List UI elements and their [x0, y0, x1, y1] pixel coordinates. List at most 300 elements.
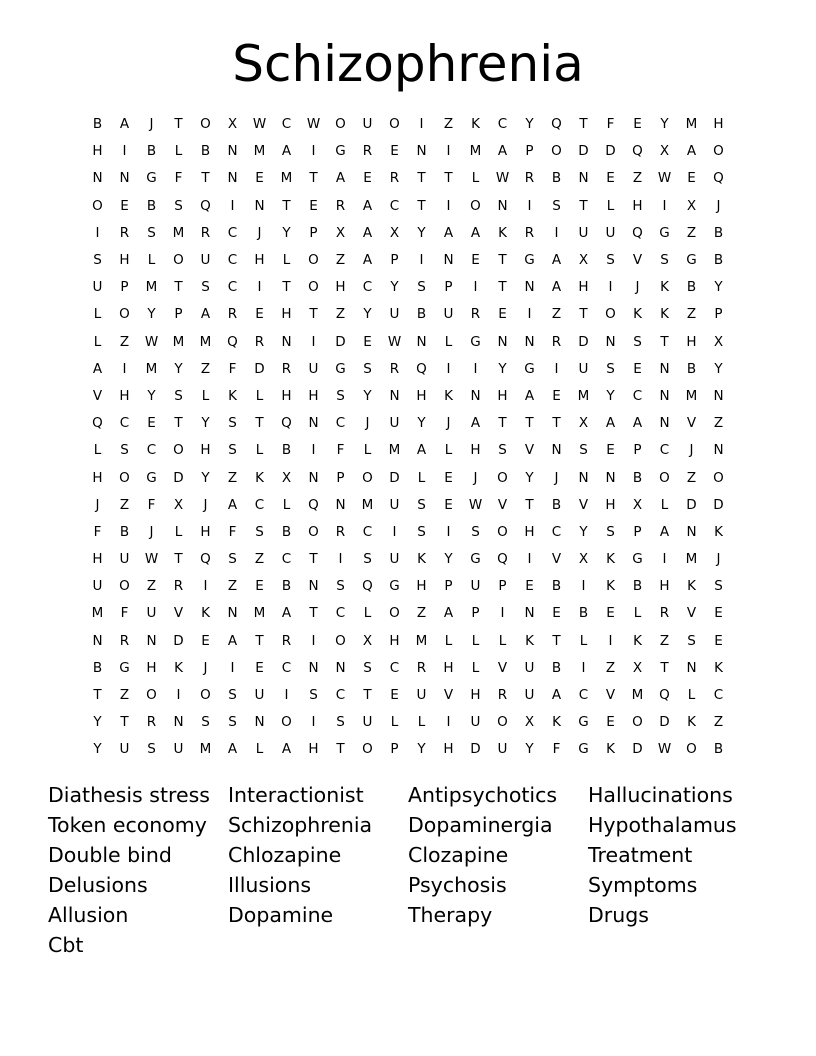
grid-letter: E: [390, 687, 399, 704]
grid-letter: N: [308, 415, 319, 432]
grid-letter: S: [498, 442, 507, 459]
grid-letter: Q: [92, 415, 103, 432]
grid-letter: B: [281, 523, 292, 540]
grid-letter: D: [659, 714, 670, 731]
grid-letter: J: [149, 523, 154, 540]
grid-letter: X: [173, 496, 184, 513]
grid-letter: F: [120, 605, 129, 622]
grid-letter: K: [660, 306, 669, 323]
grid-letter: I: [554, 224, 559, 241]
grid-letter: V: [524, 442, 535, 459]
grid-letter: C: [659, 442, 670, 459]
grid-letter: T: [309, 551, 318, 568]
grid-letter: L: [174, 523, 183, 540]
word-list-item: Treatment: [588, 843, 693, 867]
grid-row: [84, 138, 732, 165]
grid-letter: N: [659, 387, 670, 404]
grid-letter: S: [606, 523, 615, 540]
grid-letter: I: [419, 252, 424, 269]
word-list: [48, 780, 768, 960]
grid-letter: E: [606, 170, 615, 187]
grid-letter: Z: [443, 116, 454, 133]
grid-letter: H: [470, 442, 481, 459]
grid-letter: G: [335, 360, 346, 377]
grid-letter: X: [362, 632, 373, 649]
grid-letter: U: [146, 605, 157, 622]
grid-letter: N: [497, 333, 508, 350]
grid-letter: L: [255, 387, 264, 404]
word-list-item: Schizophrenia: [228, 813, 373, 837]
grid-letter: I: [311, 442, 316, 459]
grid-letter: I: [554, 360, 559, 377]
grid-letter: T: [309, 306, 318, 323]
grid-letter: S: [228, 551, 237, 568]
grid-letter: E: [255, 659, 264, 676]
grid-letter: R: [254, 333, 265, 350]
grid-letter: T: [336, 741, 345, 758]
word-list-item: Chlozapine: [228, 843, 342, 867]
grid-letter: F: [336, 442, 345, 459]
grid-letter: T: [579, 197, 588, 214]
grid-letter: T: [201, 170, 210, 187]
grid-letter: Z: [227, 469, 238, 486]
grid-letter: M: [253, 143, 266, 160]
grid-letter: V: [551, 551, 562, 568]
grid-letter: Y: [714, 279, 723, 296]
grid-row: [84, 383, 732, 410]
grid-letter: S: [606, 360, 615, 377]
grid-letter: L: [282, 252, 291, 269]
grid-letter: B: [686, 279, 697, 296]
grid-letter: M: [172, 333, 185, 350]
grid-letter: E: [309, 197, 318, 214]
grid-letter: A: [200, 306, 211, 323]
grid-letter: U: [308, 360, 319, 377]
grid-letter: Z: [335, 306, 346, 323]
grid-letter: K: [228, 387, 237, 404]
grid-letter: N: [497, 197, 508, 214]
grid-letter: H: [335, 279, 346, 296]
grid-letter: P: [633, 442, 642, 459]
grid-letter: L: [93, 306, 102, 323]
grid-letter: K: [687, 578, 696, 595]
grid-letter: A: [227, 496, 238, 513]
grid-letter: N: [119, 170, 130, 187]
grid-letter: N: [578, 170, 589, 187]
grid-letter: O: [659, 469, 670, 486]
word-list-item: Double bind: [48, 843, 172, 867]
grid-letter: B: [632, 469, 643, 486]
grid-letter: A: [227, 741, 238, 758]
grid-letter: Y: [525, 116, 534, 133]
grid-row: [84, 546, 732, 573]
grid-letter: A: [119, 116, 130, 133]
grid-letter: I: [527, 306, 532, 323]
grid-letter: N: [713, 442, 724, 459]
grid-letter: E: [633, 116, 642, 133]
grid-letter: T: [174, 116, 183, 133]
grid-letter: Y: [525, 741, 534, 758]
grid-letter: B: [578, 605, 589, 622]
grid-letter: L: [174, 143, 183, 160]
grid-letter: R: [335, 523, 346, 540]
grid-letter: P: [390, 252, 399, 269]
grid-letter: N: [173, 714, 184, 731]
grid-letter: B: [92, 659, 103, 676]
word-list-item: Delusions: [48, 873, 148, 897]
grid-letter: N: [308, 659, 319, 676]
grid-letter: J: [203, 659, 208, 676]
grid-letter: O: [551, 143, 562, 160]
grid-letter: H: [632, 197, 643, 214]
grid-letter: M: [199, 741, 212, 758]
grid-letter: H: [92, 469, 103, 486]
grid-letter: E: [255, 578, 264, 595]
grid-letter: M: [253, 605, 266, 622]
grid-letter: C: [335, 605, 346, 622]
grid-letter: B: [119, 523, 130, 540]
grid-letter: N: [443, 252, 454, 269]
grid-letter: Q: [551, 116, 562, 133]
grid-letter: O: [605, 306, 616, 323]
grid-letter: N: [578, 469, 589, 486]
grid-letter: V: [632, 252, 643, 269]
grid-letter: C: [281, 551, 292, 568]
grid-letter: O: [173, 252, 184, 269]
grid-letter: U: [362, 116, 373, 133]
grid-letter: H: [713, 116, 724, 133]
grid-letter: R: [389, 170, 400, 187]
grid-letter: F: [174, 170, 183, 187]
grid-letter: T: [174, 551, 183, 568]
grid-letter: N: [470, 387, 481, 404]
grid-letter: T: [174, 415, 183, 432]
grid-letter: I: [608, 279, 613, 296]
grid-letter: Y: [525, 469, 534, 486]
grid-letter: M: [631, 687, 644, 704]
grid-letter: H: [92, 551, 103, 568]
grid-letter: A: [605, 415, 616, 432]
grid-letter: I: [446, 523, 451, 540]
grid-letter: K: [174, 659, 183, 676]
grid-letter: J: [365, 415, 370, 432]
grid-letter: Q: [362, 578, 373, 595]
grid-letter: Z: [713, 714, 724, 731]
grid-letter: C: [497, 116, 508, 133]
grid-letter: Q: [308, 496, 319, 513]
grid-letter: B: [281, 578, 292, 595]
grid-letter: G: [686, 252, 697, 269]
grid-letter: X: [713, 333, 724, 350]
grid-letter: D: [335, 333, 346, 350]
grid-letter: V: [497, 659, 508, 676]
word-list-item: Antipsychotics: [408, 783, 558, 807]
grid-letter: A: [686, 143, 697, 160]
grid-letter: Y: [417, 224, 426, 241]
grid-letter: X: [632, 659, 643, 676]
grid-letter: S: [417, 523, 426, 540]
grid-letter: Z: [686, 224, 697, 241]
grid-letter: R: [281, 360, 292, 377]
grid-letter: Q: [632, 143, 643, 160]
grid-letter: Z: [119, 687, 130, 704]
grid-letter: H: [497, 387, 508, 404]
grid-row: [84, 410, 732, 437]
grid-letter: Y: [201, 469, 210, 486]
grid-letter: X: [578, 551, 589, 568]
grid-letter: J: [473, 469, 478, 486]
grid-letter: K: [714, 659, 723, 676]
grid-letter: I: [284, 687, 289, 704]
grid-letter: F: [147, 496, 156, 513]
grid-letter: E: [201, 632, 210, 649]
grid-letter: A: [416, 442, 427, 459]
grid-letter: G: [659, 224, 670, 241]
grid-letter: A: [551, 687, 562, 704]
grid-letter: Z: [713, 415, 724, 432]
grid-letter: C: [713, 687, 724, 704]
grid-row: [84, 111, 732, 138]
grid-letter: Z: [605, 659, 616, 676]
grid-letter: R: [119, 224, 130, 241]
grid-letter: I: [446, 197, 451, 214]
grid-letter: H: [92, 143, 103, 160]
grid-letter: A: [497, 143, 508, 160]
grid-letter: R: [227, 306, 238, 323]
grid-letter: U: [524, 659, 535, 676]
grid-letter: Z: [200, 360, 211, 377]
grid-letter: O: [173, 442, 184, 459]
grid-letter: C: [578, 687, 589, 704]
grid-letter: L: [444, 632, 453, 649]
word-list-item: Symptoms: [588, 873, 698, 897]
grid-letter: E: [363, 333, 372, 350]
grid-letter: D: [470, 741, 481, 758]
grid-letter: Y: [417, 741, 426, 758]
grid-letter: V: [443, 687, 454, 704]
grid-row: [84, 492, 732, 519]
grid-letter: J: [635, 279, 640, 296]
grid-letter: I: [473, 360, 478, 377]
grid-letter: B: [551, 496, 562, 513]
grid-letter: T: [660, 333, 669, 350]
grid-letter: T: [282, 279, 291, 296]
grid-letter: V: [686, 415, 697, 432]
grid-letter: U: [389, 551, 400, 568]
word-list-item: Allusion: [48, 903, 129, 927]
grid-letter: S: [633, 333, 642, 350]
grid-letter: X: [632, 496, 643, 513]
grid-letter: S: [417, 496, 426, 513]
grid-letter: R: [389, 360, 400, 377]
grid-letter: N: [416, 333, 427, 350]
grid-letter: C: [254, 496, 265, 513]
grid-letter: S: [363, 659, 372, 676]
grid-letter: F: [228, 523, 237, 540]
grid-letter: J: [554, 469, 559, 486]
grid-row: [84, 736, 732, 763]
grid-letter: U: [524, 687, 535, 704]
grid-letter: Y: [363, 387, 372, 404]
grid-letter: K: [606, 551, 615, 568]
grid-letter: Q: [713, 170, 724, 187]
grid-letter: L: [633, 605, 642, 622]
grid-letter: U: [119, 551, 130, 568]
grid-letter: Z: [632, 170, 643, 187]
grid-letter: J: [95, 496, 100, 513]
grid-letter: N: [335, 659, 346, 676]
grid-letter: N: [254, 197, 265, 214]
grid-letter: A: [470, 224, 481, 241]
grid-letter: K: [687, 714, 696, 731]
grid-letter: N: [146, 632, 157, 649]
grid-letter: W: [144, 333, 159, 350]
grid-letter: C: [119, 415, 130, 432]
grid-letter: S: [714, 578, 723, 595]
grid-letter: F: [552, 741, 561, 758]
grid-letter: M: [469, 143, 482, 160]
grid-letter: O: [389, 116, 400, 133]
grid-letter: P: [471, 605, 480, 622]
grid-letter: B: [551, 659, 562, 676]
grid-letter: E: [444, 469, 453, 486]
grid-letter: Y: [444, 551, 453, 568]
grid-letter: A: [227, 632, 238, 649]
grid-letter: E: [255, 170, 264, 187]
grid-letter: J: [716, 551, 721, 568]
grid-letter: P: [174, 306, 183, 323]
grid-letter: J: [446, 415, 451, 432]
grid-letter: H: [389, 632, 400, 649]
grid-letter: K: [633, 306, 642, 323]
grid-letter: S: [579, 442, 588, 459]
grid-letter: O: [497, 469, 508, 486]
grid-letter: M: [199, 333, 212, 350]
grid-letter: K: [552, 714, 561, 731]
grid-letter: E: [444, 496, 453, 513]
grid-letter: X: [281, 469, 292, 486]
grid-letter: C: [389, 659, 400, 676]
grid-letter: F: [93, 523, 102, 540]
grid-letter: U: [497, 741, 508, 758]
grid-letter: O: [308, 252, 319, 269]
grid-letter: E: [498, 306, 507, 323]
grid-letter: S: [363, 551, 372, 568]
grid-letter: T: [309, 170, 318, 187]
grid-letter: A: [470, 415, 481, 432]
grid-row: [84, 682, 732, 709]
grid-letter: I: [338, 551, 343, 568]
grid-letter: H: [524, 523, 535, 540]
grid-letter: G: [524, 252, 535, 269]
grid-letter: Y: [282, 224, 291, 241]
grid-letter: R: [524, 224, 535, 241]
grid-letter: D: [686, 496, 697, 513]
grid-letter: Y: [93, 714, 102, 731]
grid-letter: I: [608, 632, 613, 649]
grid-letter: L: [147, 252, 156, 269]
grid-letter: S: [147, 741, 156, 758]
grid-letter: T: [525, 496, 534, 513]
grid-letter: N: [92, 170, 103, 187]
grid-letter: E: [147, 415, 156, 432]
grid-letter: M: [280, 170, 293, 187]
grid-letter: N: [308, 469, 319, 486]
grid-letter: N: [416, 143, 427, 160]
grid-letter: X: [578, 252, 589, 269]
grid-letter: T: [498, 279, 507, 296]
grid-letter: Q: [632, 224, 643, 241]
grid-letter: O: [146, 687, 157, 704]
grid-letter: L: [660, 496, 669, 513]
grid-letter: R: [659, 605, 670, 622]
grid-letter: E: [606, 714, 615, 731]
grid-letter: U: [389, 415, 400, 432]
grid-letter: O: [713, 469, 724, 486]
letter-grid: [84, 111, 732, 764]
grid-letter: P: [336, 469, 345, 486]
word-list-item: Interactionist: [228, 783, 364, 807]
grid-row: [84, 220, 732, 247]
grid-letter: R: [281, 632, 292, 649]
grid-letter: N: [227, 605, 238, 622]
grid-letter: E: [120, 197, 129, 214]
grid-letter: L: [471, 632, 480, 649]
grid-letter: Y: [174, 360, 183, 377]
grid-letter: D: [632, 741, 643, 758]
grid-letter: N: [713, 387, 724, 404]
grid-letter: M: [91, 605, 104, 622]
grid-letter: Q: [200, 551, 211, 568]
word-list-item: Therapy: [408, 903, 493, 927]
grid-letter: M: [145, 360, 158, 377]
grid-letter: I: [230, 659, 235, 676]
grid-letter: T: [498, 252, 507, 269]
grid-letter: R: [497, 687, 508, 704]
grid-letter: N: [254, 714, 265, 731]
grid-letter: Q: [200, 197, 211, 214]
grid-letter: G: [119, 659, 130, 676]
grid-letter: P: [525, 143, 534, 160]
grid-letter: M: [685, 387, 698, 404]
grid-letter: U: [254, 687, 265, 704]
grid-letter: O: [362, 741, 373, 758]
grid-letter: Z: [686, 469, 697, 486]
grid-letter: L: [363, 605, 372, 622]
grid-letter: J: [716, 197, 721, 214]
grid-letter: I: [122, 360, 127, 377]
grid-letter: A: [443, 605, 454, 622]
grid-letter: Y: [390, 279, 399, 296]
grid-letter: L: [606, 197, 615, 214]
grid-letter: Y: [606, 387, 615, 404]
grid-row: [84, 356, 732, 383]
grid-letter: E: [714, 632, 723, 649]
grid-letter: S: [255, 523, 264, 540]
grid-letter: O: [335, 116, 346, 133]
grid-letter: N: [524, 279, 535, 296]
grid-letter: U: [470, 714, 481, 731]
grid-row: [84, 247, 732, 274]
grid-letter: F: [228, 360, 237, 377]
grid-letter: V: [578, 496, 589, 513]
grid-letter: M: [145, 279, 158, 296]
grid-letter: T: [417, 170, 426, 187]
grid-letter: D: [578, 333, 589, 350]
grid-letter: I: [473, 279, 478, 296]
grid-letter: R: [173, 578, 184, 595]
grid-letter: Z: [551, 306, 562, 323]
